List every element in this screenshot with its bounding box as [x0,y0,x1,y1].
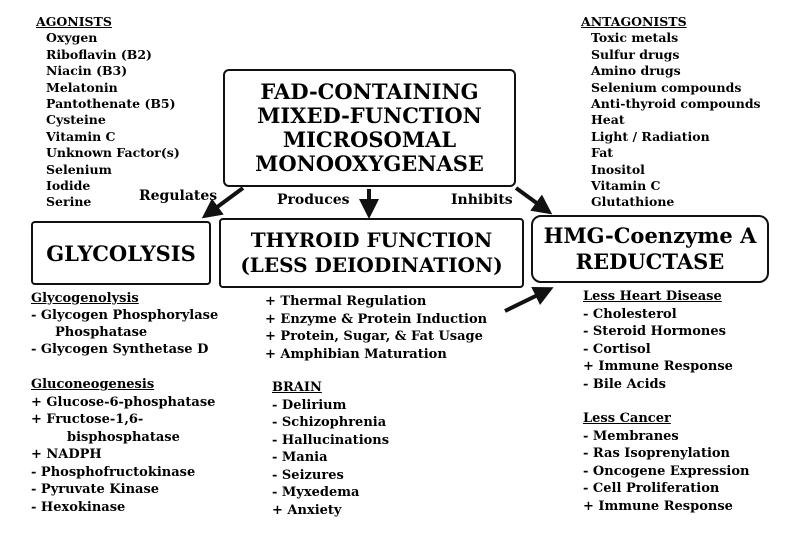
glycolysis-label: GLYCOLYSIS [46,240,196,266]
brain-item: - Mania [272,450,328,465]
antagonist-item: Anti-thyroid compounds [591,96,761,112]
antagonists-title: ANTAGONISTS [581,14,687,29]
antagonists-list [581,14,761,211]
thyroid-function-box [219,218,524,288]
induction-arrow [505,289,550,311]
inhibits-arrow [516,188,549,212]
glycolysis-box [31,221,211,285]
hmg-line: REDUCTASE [575,249,725,274]
heart-disease-list [583,288,733,393]
glycogenolysis-title: Glycogenolysis [31,291,139,306]
agonist-item: Selenium [46,161,112,177]
brain-item: + Anxiety [272,502,342,518]
agonist-item: Iodide [46,178,91,194]
brain-title: BRAIN [272,380,322,395]
brain-item: - Schizophrenia [272,415,387,430]
agonist-item: Niacin (B3) [46,63,128,79]
inhibits-label: Inhibits [451,192,513,208]
thyroid-effect-item: + Thermal Regulation [265,294,427,309]
cancer-item: + Immune Response [583,498,733,514]
heart-item: - Cortisol [583,341,651,357]
antagonist-item: Fat [591,145,614,161]
center-line: FAD-CONTAINING [260,79,479,104]
heart-title: Less Heart Disease [583,289,722,304]
center-line: MONOOXYGENASE [255,151,484,176]
agonist-item: Unknown Factor(s) [46,145,180,161]
heart-item: + Immune Response [583,359,733,374]
brain-item: - Hallucinations [272,432,390,448]
cancer-item: - Cell Proliferation [583,481,720,496]
brain-item: - Delirium [272,397,347,413]
heart-item: - Steroid Hormones [583,324,726,339]
center-line: MIXED-FUNCTION [257,103,482,128]
gluconeogenesis-list [31,376,215,516]
agonist-item: Riboflavin (B2) [46,46,152,62]
antagonist-item: Amino drugs [591,63,681,79]
cancer-list [583,410,749,515]
agonist-item: Vitamin C [46,128,116,144]
hmg-line: HMG-Coenzyme A [543,223,757,248]
center-line: MICROSOMAL [282,127,457,152]
thyroid-line: THYROID FUNCTION [250,228,493,252]
gluconeogenesis-title: Gluconeogenesis [31,377,155,392]
antagonist-item: Heat [591,112,625,128]
produces-label: Produces [277,192,350,208]
agonists-title: AGONISTS [36,14,112,29]
brain-list [272,379,389,519]
glycogenolysis-item: - Glycogen Synthetase D [31,342,209,357]
cancer-title: Less Cancer [583,411,671,426]
agonist-item: Cysteine [46,112,106,128]
antagonist-item: Light / Radiation [591,128,710,144]
gluconeogenesis-item: - Pyruvate Kinase [31,482,160,497]
glycogenolysis-item: Phosphatase [55,325,148,340]
thyroid-effects-list [265,293,487,363]
gluconeogenesis-item: bisphosphatase [67,429,180,445]
thyroid-effect-item: + Protein, Sugar, & Fat Usage [265,329,483,344]
heart-item: - Bile Acids [583,376,666,392]
thyroid-effect-item: + Enzyme & Protein Induction [265,311,488,327]
gluconeogenesis-item: + NADPH [31,447,102,462]
gluconeogenesis-item: + Fructose-1,6- [31,412,144,427]
antagonist-item: Inositol [591,161,645,177]
gluconeogenesis-item: + Glucose-6-phosphatase [31,394,216,410]
cancer-item: - Membranes [583,428,679,444]
antagonist-item: Glutathione [591,194,675,210]
thyroid-line: (LESS DEIODINATION) [240,253,503,277]
agonists-list [36,14,180,211]
antagonist-item: Sulfur drugs [591,46,680,62]
antagonist-item: Vitamin C [591,178,661,194]
heart-item: - Cholesterol [583,306,677,322]
center-enzyme-box [223,69,516,187]
antagonist-item: Selenium compounds [591,79,742,95]
glycogenolysis-item: - Glycogen Phosphorylase [31,308,219,323]
thyroid-effect-item: + Amphibian Maturation [265,346,447,362]
agonist-item: Oxygen [46,30,98,46]
regulates-label: Regulates [139,188,218,204]
brain-item: - Myxedema [272,485,360,500]
agonist-item: Pantothenate (B5) [46,96,176,112]
agonist-item: Melatonin [46,79,118,95]
gluconeogenesis-item: - Phosphofructokinase [31,464,196,480]
cancer-item: - Oncogene Expression [583,463,750,479]
brain-item: - Seizures [272,467,344,483]
cancer-item: - Ras Isoprenylation [583,446,731,461]
antagonist-item: Toxic metals [591,30,679,46]
gluconeogenesis-item: - Hexokinase [31,499,126,515]
agonist-item: Serine [46,194,92,210]
hmg-coa-reductase-box [531,215,769,283]
glycogenolysis-list [31,290,218,358]
